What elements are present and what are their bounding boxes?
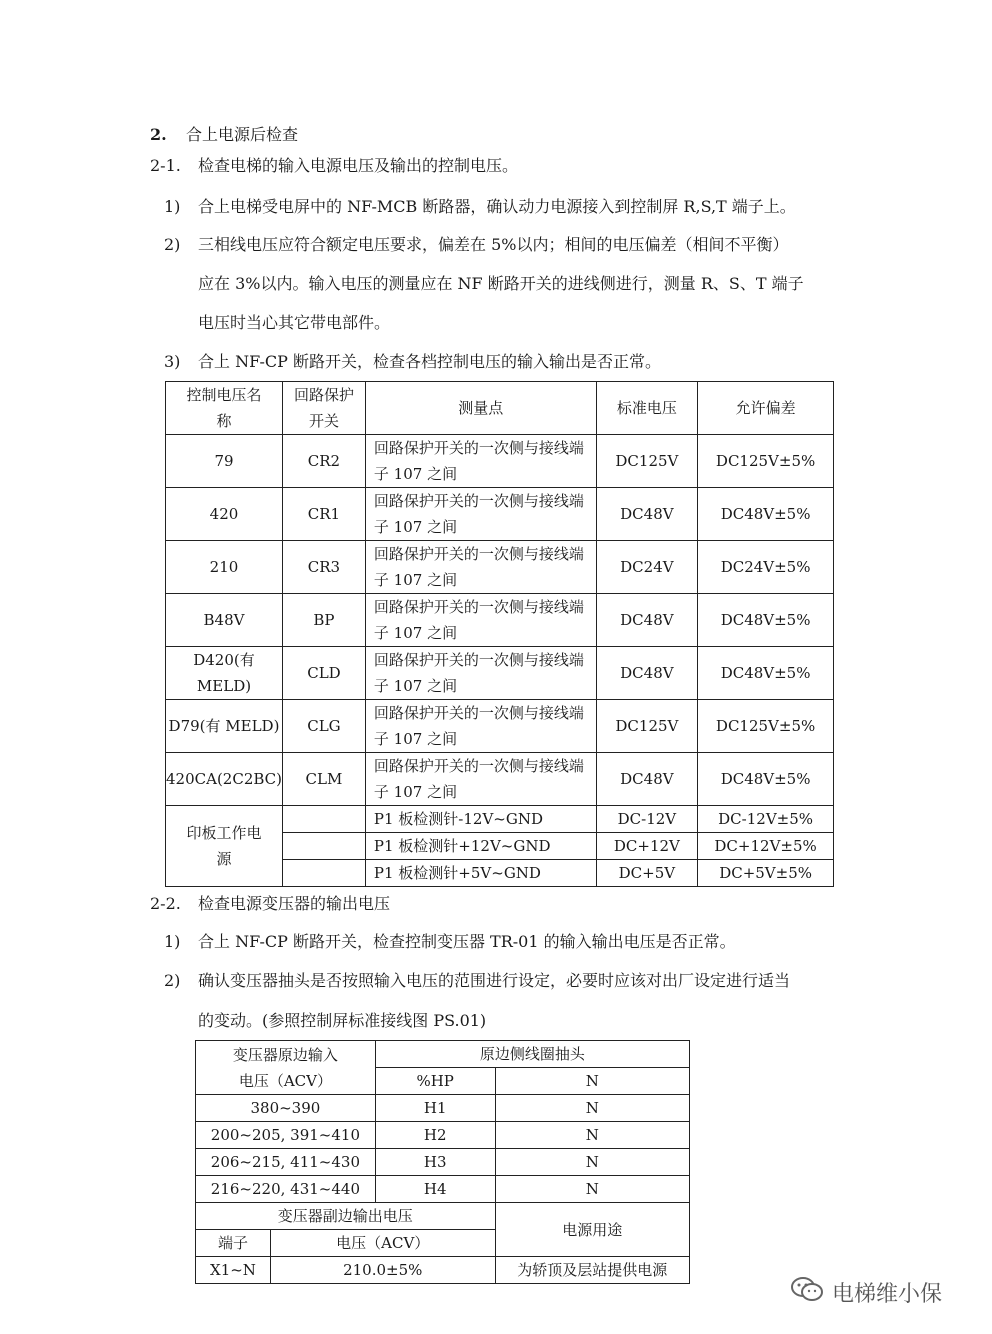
table-row	[196, 1149, 690, 1176]
table-row	[166, 488, 834, 541]
header-cell: 标准电压	[596, 382, 698, 435]
item-number: 1)	[164, 932, 181, 951]
cell: P1 板检测针+12V~GND	[365, 833, 596, 860]
cell: DC48V±5%	[698, 594, 834, 647]
subsection-number: 2-1.	[150, 156, 181, 175]
table-row	[166, 753, 834, 806]
section-number: 2.	[150, 125, 167, 144]
cell	[283, 833, 366, 860]
header-cell: 变压器原边输入电压（ACV）	[196, 1041, 376, 1095]
cell: DC48V±5%	[698, 488, 834, 541]
cell	[283, 806, 366, 833]
cell: 216~220, 431~440	[196, 1176, 376, 1203]
cell: DC+12V±5%	[698, 833, 834, 860]
cell: 79	[166, 435, 283, 488]
cell: 回路保护开关的一次侧与接线端子 107 之间	[365, 435, 596, 488]
cell: DC48V	[596, 753, 698, 806]
cell: DC24V	[596, 541, 698, 594]
cell: D420(有 MELD)	[166, 647, 283, 700]
cell: H2	[375, 1122, 495, 1149]
table-row	[196, 1122, 690, 1149]
header-cell: 电压（ACV）	[270, 1230, 495, 1257]
cell: CR3	[283, 541, 366, 594]
cell: N	[495, 1095, 689, 1122]
header-cell: 端子	[196, 1230, 271, 1257]
cell: CR2	[283, 435, 366, 488]
header-cell: 变压器副边输出电压	[196, 1203, 496, 1230]
cell: H4	[375, 1176, 495, 1203]
header-cell: 原边侧线圈抽头	[375, 1041, 689, 1068]
cell: DC+12V	[596, 833, 698, 860]
table-row	[166, 594, 834, 647]
table-row	[166, 435, 834, 488]
cell: 回路保护开关的一次侧与接线端子 107 之间	[365, 541, 596, 594]
table-row	[166, 700, 834, 753]
item-number: 2)	[164, 235, 181, 254]
cell: DC48V	[596, 594, 698, 647]
cell: P1 板检测针+5V~GND	[365, 860, 596, 887]
header-cell: 测量点	[365, 382, 596, 435]
cell: CLD	[283, 647, 366, 700]
cell: 420	[166, 488, 283, 541]
cell: 印板工作电源	[166, 806, 283, 887]
table-row	[196, 1257, 690, 1284]
cell: DC125V±5%	[698, 700, 834, 753]
cell: 210.0±5%	[270, 1257, 495, 1284]
header-cell: 电源用途	[495, 1203, 689, 1257]
cell: 回路保护开关的一次侧与接线端子 107 之间	[365, 753, 596, 806]
cell: N	[495, 1122, 689, 1149]
cell: CLM	[283, 753, 366, 806]
cell: H1	[375, 1095, 495, 1122]
cell: DC24V±5%	[698, 541, 834, 594]
table-row	[196, 1095, 690, 1122]
cell: DC-12V	[596, 806, 698, 833]
item-text: 合上电梯受电屏中的 NF-MCB 断路器，确认动力电源接入到控制屏 R,S,T 端子上。	[198, 197, 796, 216]
cell: DC+5V	[596, 860, 698, 887]
section-title: 合上电源后检查	[186, 125, 299, 144]
item-text: 三相线电压应符合额定电压要求，偏差在 5%以内；相间的电压偏差（相间不平衡）	[198, 235, 789, 254]
cell: DC125V	[596, 700, 698, 753]
table-row	[166, 806, 834, 833]
header-cell: 回路保护开关	[283, 382, 366, 435]
cell: N	[495, 1149, 689, 1176]
cell: DC125V	[596, 435, 698, 488]
cell: 420CA(2C2BC)	[166, 753, 283, 806]
cell: DC48V	[596, 647, 698, 700]
item-text: 的变动。(参照控制屏标准接线图 PS.01)	[198, 1011, 487, 1030]
cell: 回路保护开关的一次侧与接线端子 107 之间	[365, 594, 596, 647]
item-text: 应在 3%以内。输入电压的测量应在 NF 断路开关的进线侧进行，测量 R、S、T 端子	[198, 274, 804, 293]
cell: DC48V±5%	[698, 647, 834, 700]
item-text: 电压时当心其它带电部件。	[198, 313, 391, 332]
item-text: 合上 NF-CP 断路开关，检查控制变压器 TR-01 的输入输出电压是否正常。	[198, 932, 736, 951]
cell: 206~215, 411~430	[196, 1149, 376, 1176]
cell: DC+5V±5%	[698, 860, 834, 887]
cell: DC125V±5%	[698, 435, 834, 488]
wechat-icon	[790, 1276, 832, 1308]
table-row	[166, 647, 834, 700]
header-cell: %HP	[375, 1068, 495, 1095]
cell: CLG	[283, 700, 366, 753]
subsection-title: 检查电源变压器的输出电压	[198, 894, 391, 913]
item-number: 3)	[164, 352, 181, 371]
header-cell: 控制电压名称	[166, 382, 283, 435]
transformer-table	[195, 1040, 690, 1284]
cell: DC-12V±5%	[698, 806, 834, 833]
subsection-title: 检查电梯的输入电源电压及输出的控制电压。	[198, 156, 519, 175]
item-number: 2)	[164, 971, 181, 990]
cell: 回路保护开关的一次侧与接线端子 107 之间	[365, 488, 596, 541]
cell: DC48V±5%	[698, 753, 834, 806]
watermark	[790, 1276, 942, 1308]
table-row	[196, 1176, 690, 1203]
item-text: 合上 NF-CP 断路开关，检查各档控制电压的输入输出是否正常。	[198, 352, 661, 371]
cell: BP	[283, 594, 366, 647]
cell: 210	[166, 541, 283, 594]
cell: 200~205, 391~410	[196, 1122, 376, 1149]
subsection-number: 2-2.	[150, 894, 181, 913]
cell: DC48V	[596, 488, 698, 541]
cell: CR1	[283, 488, 366, 541]
header-cell: N	[495, 1068, 689, 1095]
cell: 回路保护开关的一次侧与接线端子 107 之间	[365, 647, 596, 700]
item-text: 确认变压器抽头是否按照输入电压的范围进行设定，必要时应该对出厂设定进行适当	[198, 971, 791, 990]
header-cell: 允许偏差	[698, 382, 834, 435]
item-number: 1)	[164, 197, 181, 216]
cell: X1~N	[196, 1257, 271, 1284]
cell: 为轿顶及层站提供电源	[495, 1257, 689, 1284]
cell: H3	[375, 1149, 495, 1176]
control-voltage-table	[165, 381, 834, 887]
cell: N	[495, 1176, 689, 1203]
cell	[283, 860, 366, 887]
cell: 回路保护开关的一次侧与接线端子 107 之间	[365, 700, 596, 753]
table-row	[166, 541, 834, 594]
watermark-text: 电梯维小保	[832, 1281, 943, 1307]
cell: B48V	[166, 594, 283, 647]
cell: 380~390	[196, 1095, 376, 1122]
cell: D79(有 MELD)	[166, 700, 283, 753]
cell: P1 板检测针-12V~GND	[365, 806, 596, 833]
